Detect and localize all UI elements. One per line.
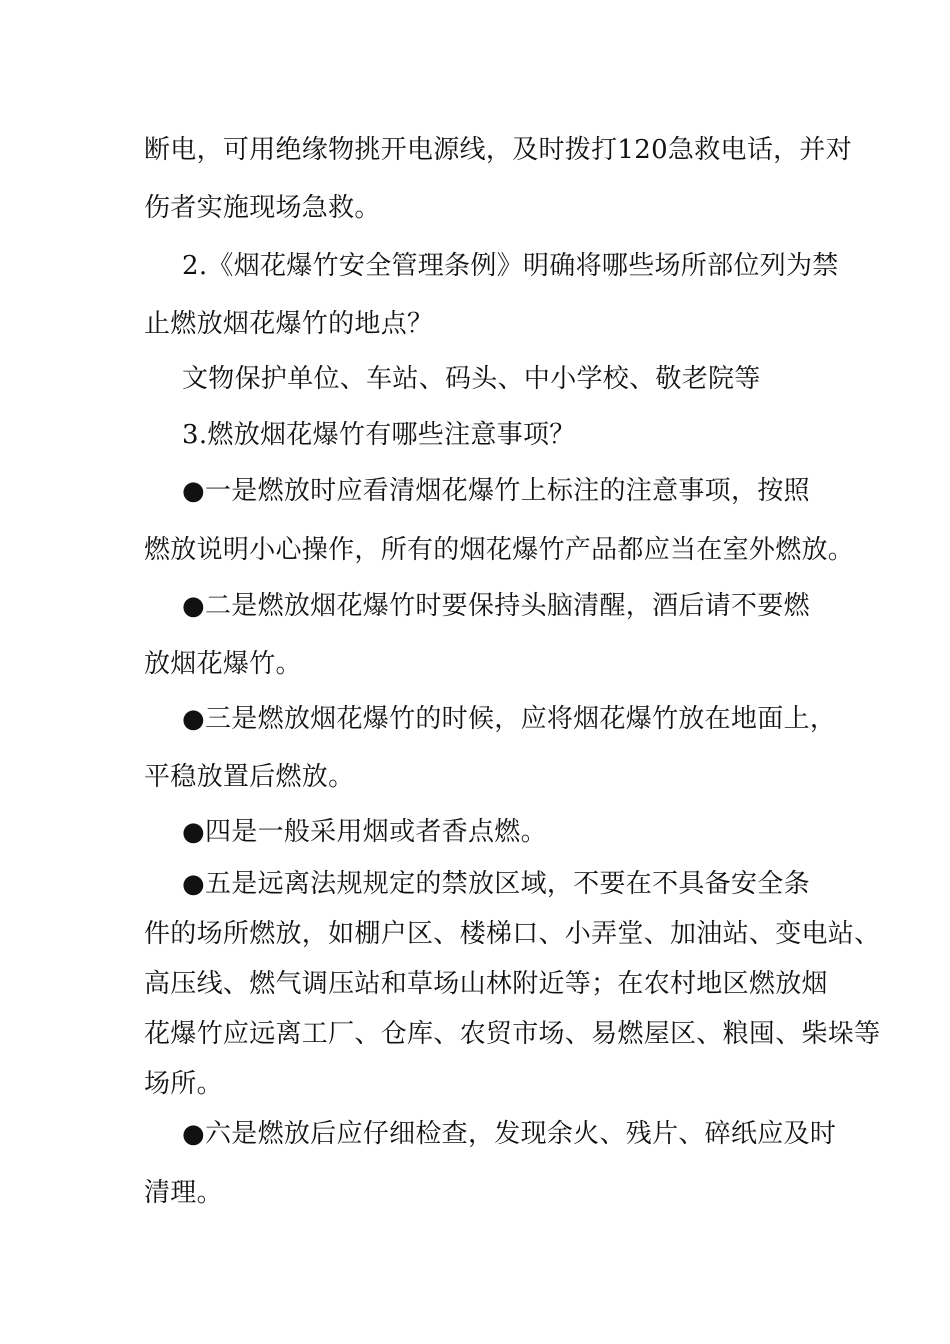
bullet-6-line-2: 清理。 xyxy=(144,1178,223,1208)
bullet-1-line-1: ●一是燃放时应看清烟花爆竹上标注的注意事项，按照 xyxy=(182,476,810,506)
bullet-5-line-1: ●五是远离法规规定的禁放区域，不要在不具备安全条 xyxy=(182,869,810,899)
bullet-5-line-4: 花爆竹应远离工厂、仓库、农贸市场、易燃屋区、粮囤、柴垛等 xyxy=(144,1019,881,1049)
answer-2: 文物保护单位、车站、码头、中小学校、敬老院等 xyxy=(182,364,761,394)
bullet-2-line-2: 放烟花爆竹。 xyxy=(144,649,302,679)
bullet-6-line-1: ●六是燃放后应仔细检查，发现余火、残片、碎纸应及时 xyxy=(182,1119,837,1149)
question-3: 3.燃放烟花爆竹有哪些注意事项？ xyxy=(182,420,576,450)
bullet-2-line-1: ●二是燃放烟花爆竹时要保持头脑清醒，酒后请不要燃 xyxy=(182,591,810,621)
bullet-3-line-1: ●三是燃放烟花爆竹的时候，应将烟花爆竹放在地面上， xyxy=(182,704,837,734)
question-2-line-1: 2.《烟花爆竹安全管理条例》明确将哪些场所部位列为禁 xyxy=(182,251,839,281)
bullet-5-line-2: 件的场所燃放，如棚户区、楼梯口、小弄堂、加油站、变电站、 xyxy=(144,919,881,949)
bullet-1-line-2: 燃放说明小心操作，所有的烟花爆竹产品都应当在室外燃放。 xyxy=(144,535,855,565)
text-line-2: 伤者实施现场急救。 xyxy=(144,193,381,223)
bullet-5-line-5: 场所。 xyxy=(144,1069,223,1099)
text-line-1: 断电，可用绝缘物挑开电源线，及时拨打120急救电话，并对 xyxy=(144,135,853,165)
bullet-4: ●四是一般采用烟或者香点燃。 xyxy=(182,817,547,847)
bullet-3-line-2: 平稳放置后燃放。 xyxy=(144,762,355,792)
bullet-5-line-3: 高压线、燃气调压站和草场山林附近等；在农村地区燃放烟 xyxy=(144,969,828,999)
question-2-line-2: 止燃放烟花爆竹的地点？ xyxy=(144,309,434,339)
